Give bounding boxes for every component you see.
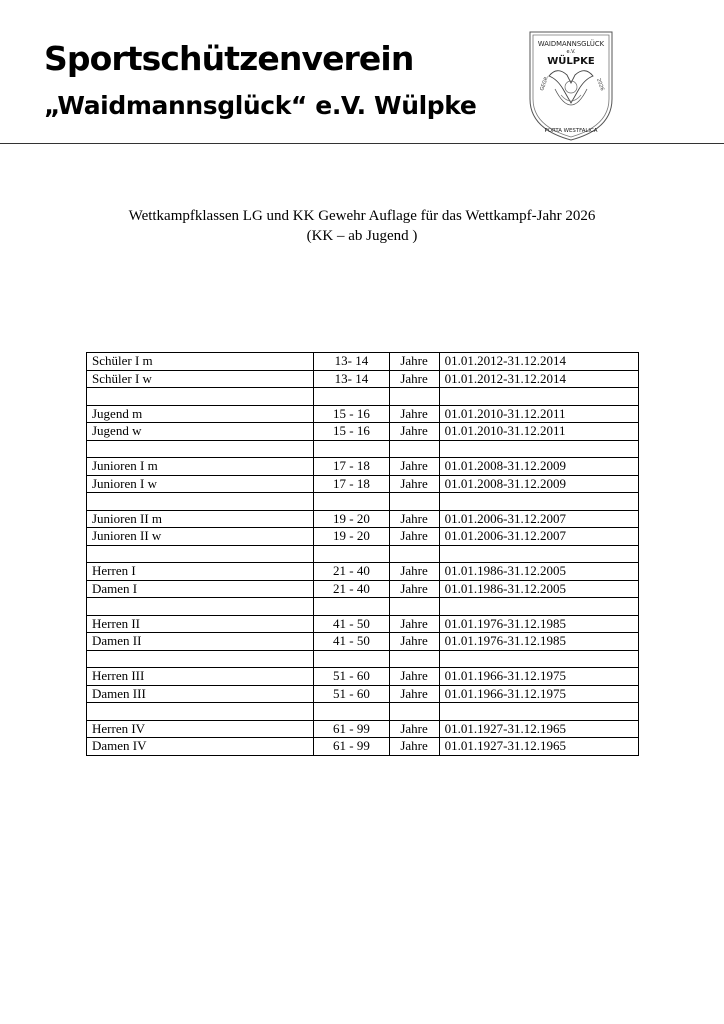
birthdate-range-cell — [439, 493, 638, 511]
table-row — [87, 510, 639, 528]
table-row — [87, 545, 639, 563]
birthdate-range-cell — [439, 650, 638, 668]
unit-cell: Jahre — [389, 475, 439, 493]
age-range-cell — [314, 493, 389, 511]
class-cell — [87, 598, 314, 616]
class-cell: Damen III — [87, 685, 314, 703]
birthdate-range-cell: 01.01.2010-31.12.2011 — [439, 423, 638, 441]
age-range-cell: 61 - 99 — [314, 738, 389, 756]
class-cell: Damen II — [87, 633, 314, 651]
table-row — [87, 633, 639, 651]
unit-cell: Jahre — [389, 510, 439, 528]
unit-cell — [389, 703, 439, 721]
birthdate-range-cell — [439, 440, 638, 458]
table-row — [87, 475, 639, 493]
table-body — [87, 353, 639, 756]
class-cell — [87, 650, 314, 668]
table-row — [87, 615, 639, 633]
unit-cell — [389, 650, 439, 668]
club-title: Sportschützenverein — [44, 39, 414, 78]
class-cell — [87, 493, 314, 511]
table-row — [87, 388, 639, 406]
table-row — [87, 405, 639, 423]
age-range-cell: 41 - 50 — [314, 615, 389, 633]
table-row — [87, 563, 639, 581]
birthdate-range-cell — [439, 388, 638, 406]
birthdate-range-cell: 01.01.1966-31.12.1975 — [439, 668, 638, 686]
age-range-cell — [314, 650, 389, 668]
emblem-ev-text: e.V. — [566, 49, 576, 55]
unit-cell: Jahre — [389, 528, 439, 546]
heading-line-2: (KK – ab Jugend ) — [306, 228, 418, 244]
age-range-cell: 19 - 20 — [314, 510, 389, 528]
table-row — [87, 580, 639, 598]
age-range-cell: 21 - 40 — [314, 580, 389, 598]
unit-cell: Jahre — [389, 458, 439, 476]
class-cell — [87, 440, 314, 458]
heading-line-1: Wettkampfklassen LG und KK Gewehr Auflage für das Wettkampf-Jahr 2026 — [128, 208, 596, 224]
class-cell: Schüler I m — [87, 353, 314, 371]
unit-cell: Jahre — [389, 685, 439, 703]
unit-cell — [389, 493, 439, 511]
birthdate-range-cell: 01.01.2006-31.12.2007 — [439, 528, 638, 546]
table-row — [87, 458, 639, 476]
birthdate-range-cell: 01.01.1976-31.12.1985 — [439, 633, 638, 651]
age-range-cell: 13- 14 — [314, 370, 389, 388]
table-row — [87, 440, 639, 458]
table-row — [87, 370, 639, 388]
class-cell — [87, 545, 314, 563]
birthdate-range-cell: 01.01.2012-31.12.2014 — [439, 353, 638, 371]
birthdate-range-cell: 01.01.2012-31.12.2014 — [439, 370, 638, 388]
class-cell: Damen IV — [87, 738, 314, 756]
emblem-founded-label: GEGR. — [539, 74, 551, 92]
competition-classes-table — [86, 352, 639, 756]
class-cell: Damen I — [87, 580, 314, 598]
birthdate-range-cell: 01.01.1986-31.12.2005 — [439, 563, 638, 581]
document-heading — [0, 206, 724, 246]
age-range-cell: 17 - 18 — [314, 458, 389, 476]
class-cell: Jugend w — [87, 423, 314, 441]
class-cell: Herren IV — [87, 720, 314, 738]
birthdate-range-cell: 01.01.2006-31.12.2007 — [439, 510, 638, 528]
club-emblem-logo — [527, 29, 615, 143]
table-row — [87, 738, 639, 756]
birthdate-range-cell: 01.01.1986-31.12.2005 — [439, 580, 638, 598]
birthdate-range-cell — [439, 545, 638, 563]
unit-cell: Jahre — [389, 580, 439, 598]
age-range-cell: 41 - 50 — [314, 633, 389, 651]
unit-cell — [389, 440, 439, 458]
age-range-cell: 51 - 60 — [314, 685, 389, 703]
unit-cell — [389, 388, 439, 406]
age-range-cell — [314, 440, 389, 458]
class-cell: Jugend m — [87, 405, 314, 423]
age-range-cell: 21 - 40 — [314, 563, 389, 581]
unit-cell: Jahre — [389, 615, 439, 633]
club-subtitle: „Waidmannsglück“ e.V. Wülpke — [44, 91, 477, 120]
emblem-name-text: WÜLPKE — [547, 56, 595, 67]
age-range-cell: 61 - 99 — [314, 720, 389, 738]
table-row — [87, 720, 639, 738]
table-row — [87, 528, 639, 546]
unit-cell: Jahre — [389, 633, 439, 651]
class-cell — [87, 703, 314, 721]
emblem-top-text: WAIDMANNSGLÜCK — [537, 40, 605, 48]
table-row — [87, 668, 639, 686]
age-range-cell: 19 - 20 — [314, 528, 389, 546]
unit-cell: Jahre — [389, 370, 439, 388]
age-range-cell — [314, 545, 389, 563]
age-range-cell — [314, 598, 389, 616]
class-cell: Junioren II m — [87, 510, 314, 528]
unit-cell: Jahre — [389, 423, 439, 441]
age-range-cell: 17 - 18 — [314, 475, 389, 493]
emblem-bottom-text: PORTA WESTFALICA — [544, 128, 598, 134]
birthdate-range-cell — [439, 703, 638, 721]
table-row — [87, 650, 639, 668]
class-cell: Herren III — [87, 668, 314, 686]
table-row — [87, 423, 639, 441]
unit-cell: Jahre — [389, 353, 439, 371]
birthdate-range-cell: 01.01.2010-31.12.2011 — [439, 405, 638, 423]
birthdate-range-cell: 01.01.2008-31.12.2009 — [439, 475, 638, 493]
class-cell: Herren II — [87, 615, 314, 633]
age-range-cell — [314, 703, 389, 721]
age-range-cell: 15 - 16 — [314, 405, 389, 423]
unit-cell: Jahre — [389, 720, 439, 738]
class-cell: Junioren I m — [87, 458, 314, 476]
class-cell: Herren I — [87, 563, 314, 581]
table-row — [87, 685, 639, 703]
header-divider — [0, 143, 724, 144]
birthdate-range-cell: 01.01.1927-31.12.1965 — [439, 738, 638, 756]
table-row — [87, 598, 639, 616]
age-range-cell: 13- 14 — [314, 353, 389, 371]
unit-cell: Jahre — [389, 738, 439, 756]
birthdate-range-cell — [439, 598, 638, 616]
unit-cell: Jahre — [389, 563, 439, 581]
table-row — [87, 703, 639, 721]
table-row — [87, 493, 639, 511]
table-row — [87, 353, 639, 371]
age-range-cell — [314, 388, 389, 406]
class-cell — [87, 388, 314, 406]
unit-cell — [389, 598, 439, 616]
birthdate-range-cell: 01.01.2008-31.12.2009 — [439, 458, 638, 476]
birthdate-range-cell: 01.01.1927-31.12.1965 — [439, 720, 638, 738]
unit-cell — [389, 545, 439, 563]
class-cell: Schüler I w — [87, 370, 314, 388]
class-cell: Junioren II w — [87, 528, 314, 546]
age-range-cell: 15 - 16 — [314, 423, 389, 441]
emblem-founded-year: 2026 — [595, 77, 606, 92]
unit-cell: Jahre — [389, 668, 439, 686]
birthdate-range-cell: 01.01.1976-31.12.1985 — [439, 615, 638, 633]
age-range-cell: 51 - 60 — [314, 668, 389, 686]
class-cell: Junioren I w — [87, 475, 314, 493]
unit-cell: Jahre — [389, 405, 439, 423]
birthdate-range-cell: 01.01.1966-31.12.1975 — [439, 685, 638, 703]
